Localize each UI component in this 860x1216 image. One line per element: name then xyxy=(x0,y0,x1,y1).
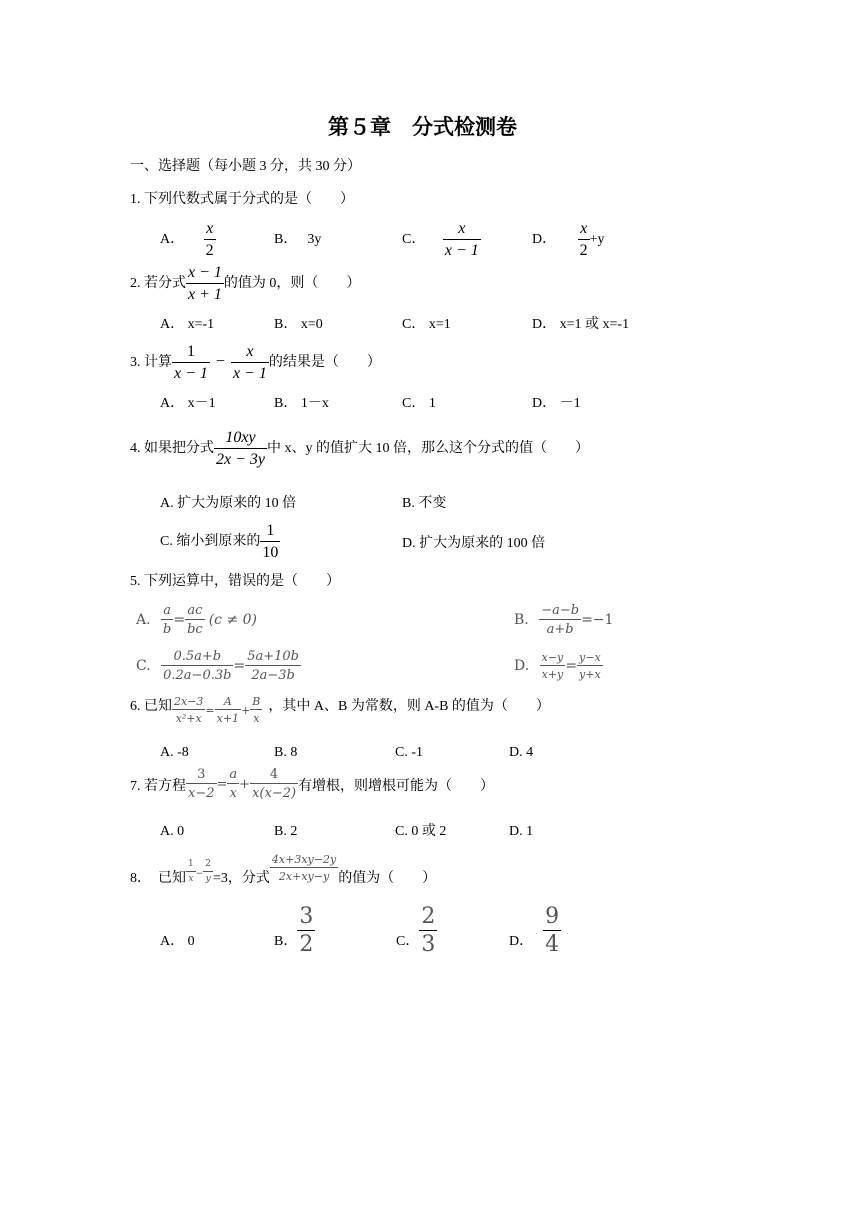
option-label: A． xyxy=(160,232,185,248)
q3-option-c: C． 1 xyxy=(402,396,436,411)
fraction: $\frac{x}{x - 1}$ xyxy=(232,343,267,382)
q5-option-d: D. $\frac{x-y}{x+y}$ = $\frac{y-x}{y+x}$ xyxy=(514,651,601,681)
q4-option-c: C. 缩小到原来的 $\frac{1}{10}$ xyxy=(160,522,279,561)
q2-option-c: C． x=1 xyxy=(402,317,451,332)
q1-option-d: D． $\frac{x}{2}$ +y xyxy=(532,220,605,259)
fraction: $\frac{2}{3}$ xyxy=(421,904,436,957)
fraction: $\frac{1}{10}$ xyxy=(262,522,279,561)
q4-option-b: B. 不变 xyxy=(402,496,447,511)
q5-option-a: A. $\frac{a}{b}$ = $\frac{ac}{bc}$ (c ≠ 0) xyxy=(136,603,257,637)
fraction: $\frac{a}{x}$ xyxy=(229,767,238,801)
question-7-stem: 7. 若方程 $\frac{3}{x-2}$ = $\frac{a}{x}$ + $\frac{4}{x(x-2)}$ 有增根，则增根可能为（ ） xyxy=(130,767,495,801)
question-8-stem: 8． 已知 $\frac{1}{x}$ − $\frac{2}{y}$ =3，分式 $\frac{4x+3xy-2y}{2x+xy-y}$ 的值为（ ） xyxy=(130,853,437,886)
q8-option-d: D． $\frac{9}{4}$ xyxy=(509,904,560,957)
fraction: $\frac{x-y}{x+y}$ xyxy=(541,651,564,681)
q8-option-b: B． $\frac{3}{2}$ xyxy=(274,904,314,957)
fraction: $\frac{9}{4}$ xyxy=(545,904,560,957)
fraction: $\frac{-a-b}{a+b}$ xyxy=(541,603,580,637)
q6-option-c: C. -1 xyxy=(395,745,423,760)
q4-option-a: A. 扩大为原来的 10 倍 xyxy=(160,496,297,511)
page-title: 第５章 分式检测卷 xyxy=(328,115,517,139)
fraction: $\frac{1}{x}$ xyxy=(188,859,194,884)
q7-option-a: A. 0 xyxy=(160,824,185,839)
fraction: $\frac{2}{y}$ xyxy=(205,859,212,884)
section-heading: 一、选择题（每小题 3 分，共 30 分） xyxy=(130,159,361,174)
fraction: $\frac{10xy}{2x - 3y}$ xyxy=(216,429,265,468)
fraction: $\frac{3}{2}$ xyxy=(299,904,314,957)
q2-option-d: D． x=1 或 x=-1 xyxy=(532,317,630,332)
fraction: $\frac{1}{x - 1}$ xyxy=(174,343,208,382)
question-4-stem: 4. 如果把分式 $\frac{10xy}{2x - 3y}$ 中 x、y 的值扩大 10 倍，那么这个分式的值（ ） xyxy=(130,429,589,468)
q7-option-d: D. 1 xyxy=(509,824,534,839)
fraction: $\frac{x}{2}$ xyxy=(205,220,214,259)
q4-option-d: D. 扩大为原来的 100 倍 xyxy=(402,536,546,551)
fraction: $\frac{2x-3}{\text{x²+x}}$ xyxy=(174,695,204,725)
q1-option-a xyxy=(160,221,216,259)
question-1-stem: 1. 下列代数式属于分式的是（ ） xyxy=(130,192,354,207)
fraction: $\frac{B}{x}$ xyxy=(252,695,261,725)
fraction: $\frac{x}{x - 1}$ xyxy=(444,220,479,259)
q6-option-b: B. 8 xyxy=(274,745,298,760)
q3-option-b: B． 1－x xyxy=(274,396,329,411)
q3-option-d: D． －1 xyxy=(532,396,581,411)
q6-option-d: D. 4 xyxy=(509,745,534,760)
q7-option-c: C. 0 或 2 xyxy=(395,824,447,839)
q1-option-c: C． $\frac{x}{x - 1}$ xyxy=(402,220,479,259)
fraction: $\frac{4x+3xy-2y}{2x+xy-y}$ xyxy=(271,853,337,883)
fraction: $\frac{3}{x-2}$ xyxy=(188,767,215,801)
fraction: $\frac{y-x}{y+x}$ xyxy=(579,651,601,681)
question-5-stem: 5. 下列运算中，错误的是（ ） xyxy=(130,574,340,589)
q6-option-a: A. -8 xyxy=(160,745,189,760)
q1-option-b: B． 3y xyxy=(274,232,322,247)
q8-option-c: C． $\frac{2}{3}$ xyxy=(396,904,436,957)
question-3-stem: 3. 计算 $\frac{1}{x - 1}$ − $\frac{x}{x - 1}$ 的结果是（ ） xyxy=(130,343,381,382)
q2-option-b: B． x=0 xyxy=(274,317,323,332)
q7-option-b: B. 2 xyxy=(274,824,298,839)
q3-option-a: A． x－1 xyxy=(160,396,216,411)
fraction: $\frac{a}{b}$ xyxy=(163,603,172,637)
q2-option-a: A． x=-1 xyxy=(160,317,215,332)
question-6-stem: 6. 已知 $\frac{2x-3}{\text{x²+x}}$ = $\frac{A}{x+1}$ + $\frac{B}{x}$ ，其中 A、B 为常数，则 A-B 的值为（ ） xyxy=(130,695,550,725)
fraction: $\frac{4}{x(x-2)}$ xyxy=(252,767,297,801)
fraction: $\frac{0.5a+b}{0.2a-0.3b}$ xyxy=(163,649,232,683)
q5-option-c: C. $\frac{0.5a+b}{0.2a-0.3b}$ = $\frac{5a+10b}{2a-3b}$ xyxy=(136,649,299,683)
fraction: $\frac{A}{x+1}$ xyxy=(216,695,240,725)
fraction: $\frac{x - 1}{x + 1}$ xyxy=(188,264,222,303)
fraction: $\frac{x}{2}$ xyxy=(579,220,588,259)
q5-option-b: B. $\frac{-a-b}{a+b}$ =−1 xyxy=(514,603,614,637)
q8-option-a: A． 0 xyxy=(160,934,195,949)
question-2-stem: 2. 若分式 $\frac{x - 1}{x + 1}$ 的值为 0，则（ ） xyxy=(130,264,361,303)
fraction: $\frac{5a+10b}{2a-3b}$ xyxy=(247,649,299,683)
fraction: $\frac{ac}{bc}$ xyxy=(187,603,203,637)
